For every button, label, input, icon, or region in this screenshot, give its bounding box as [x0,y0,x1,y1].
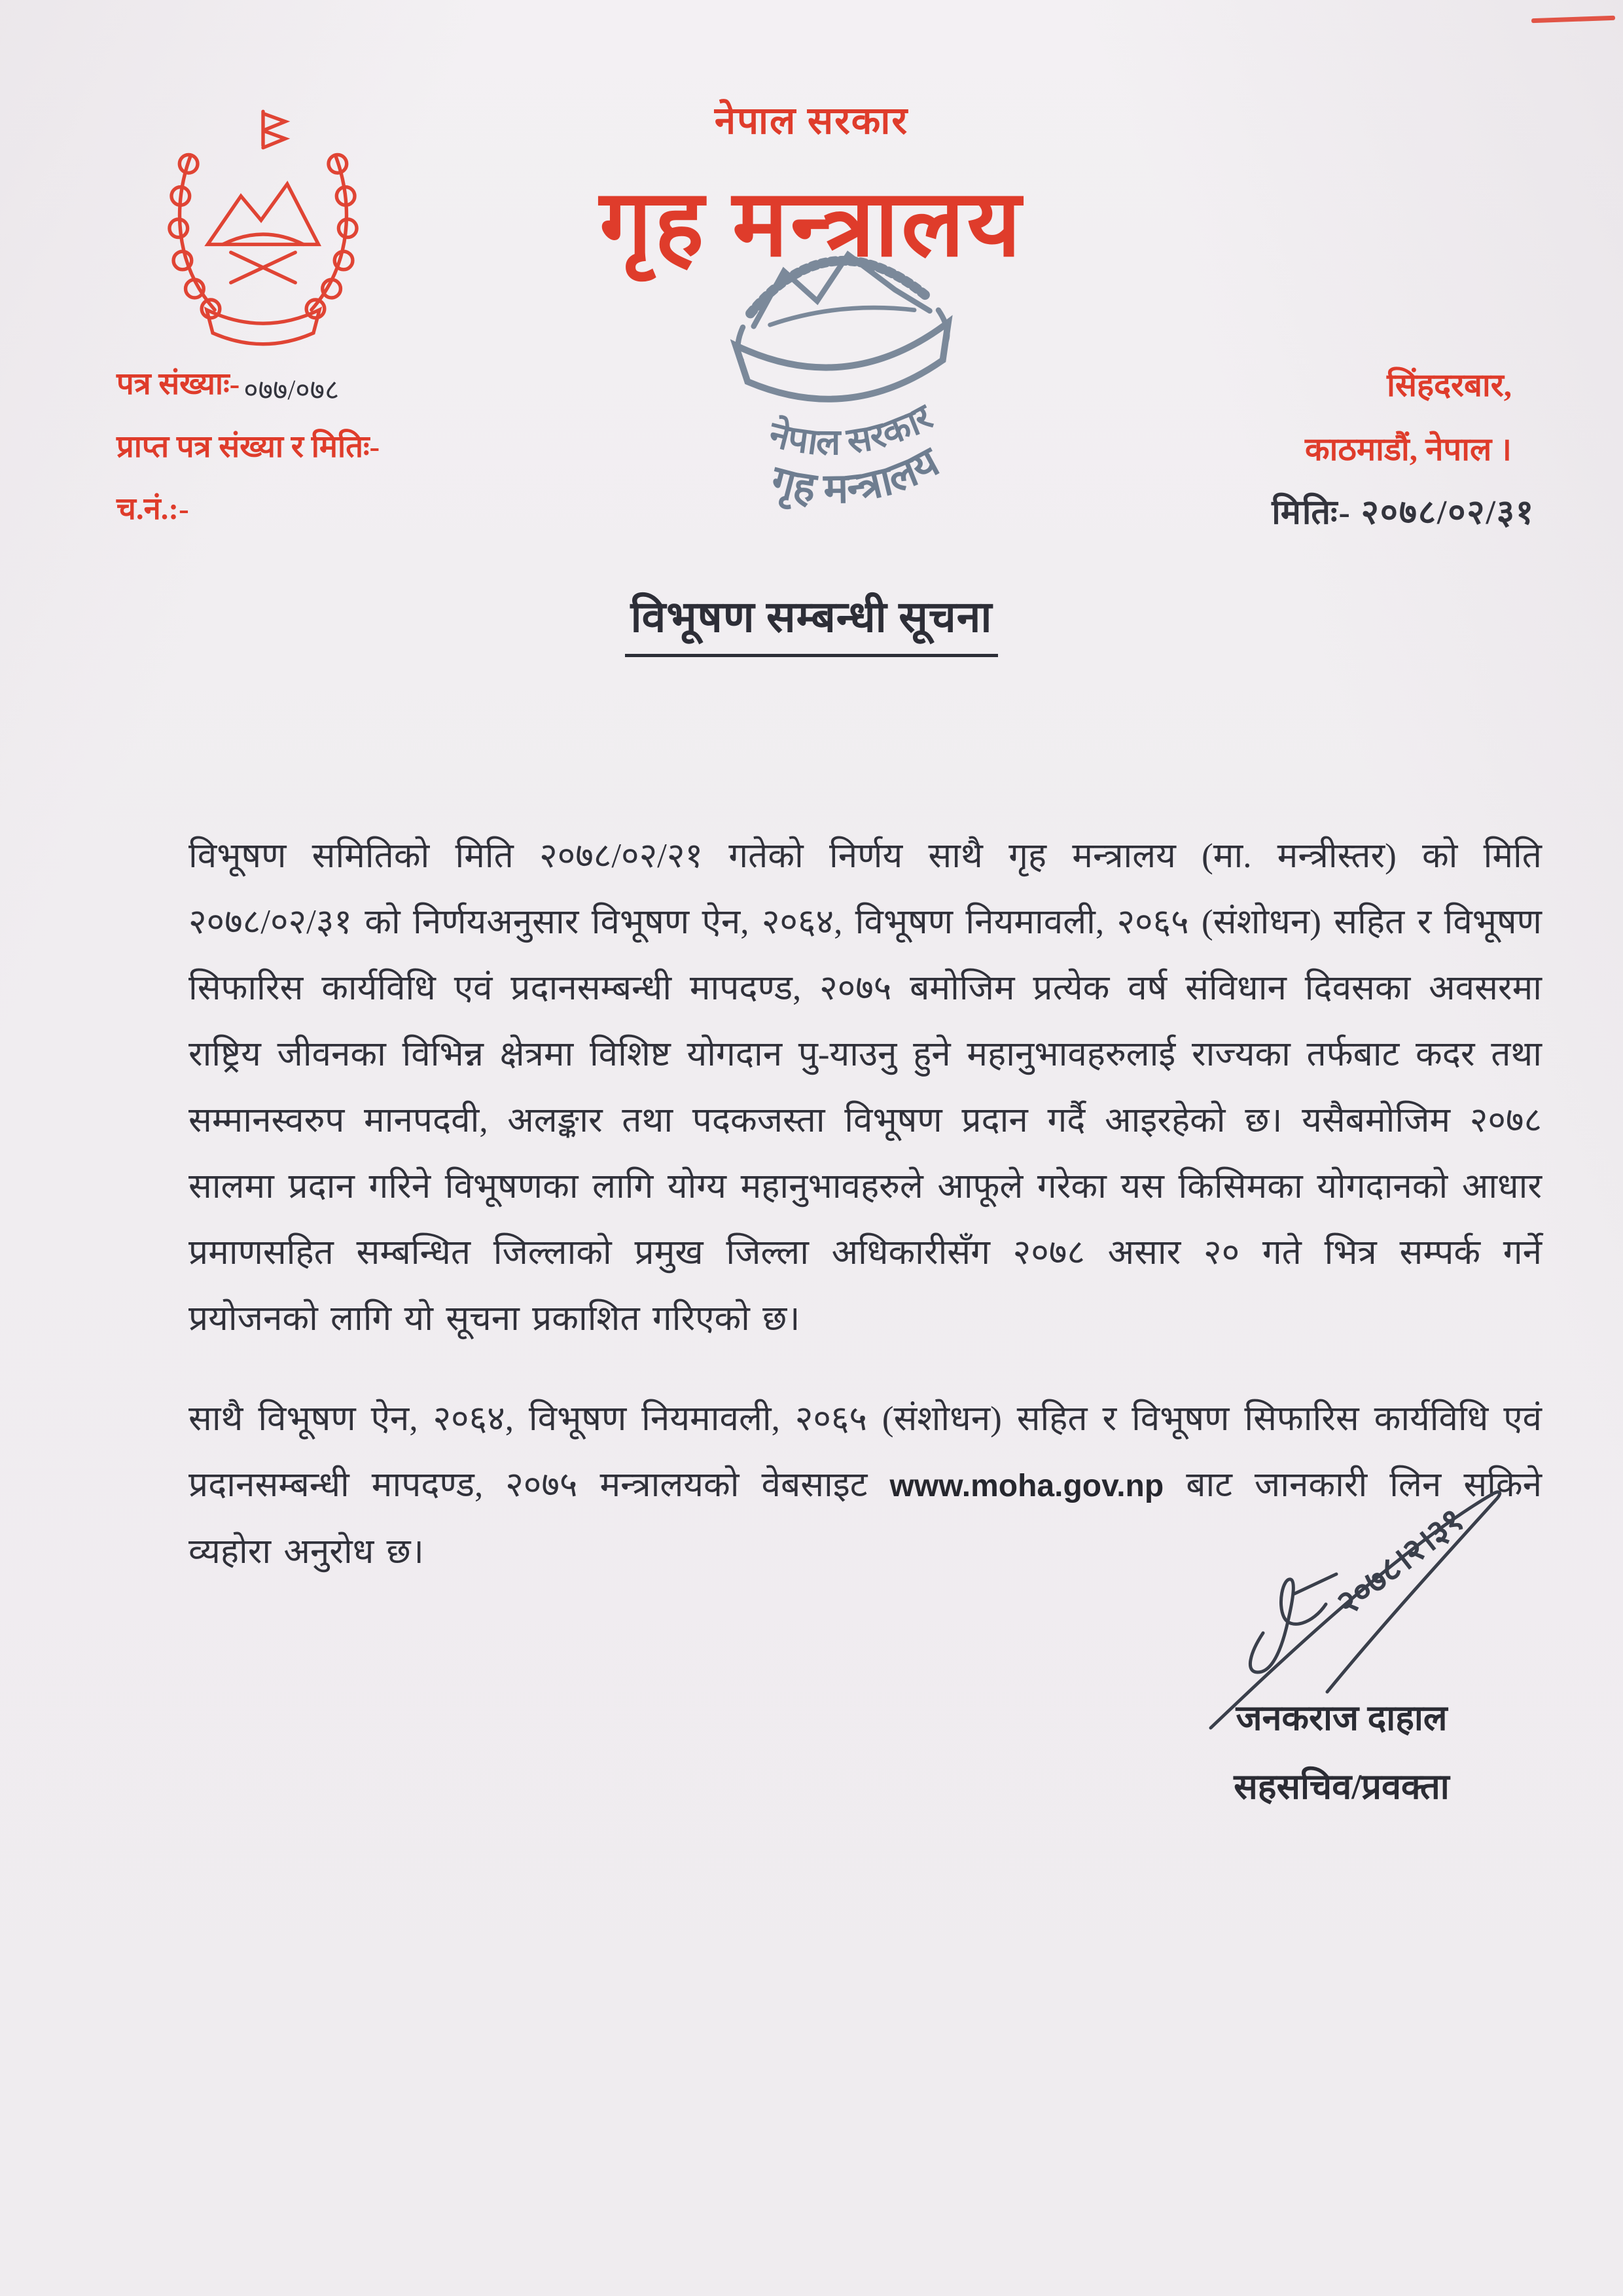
scan-corner-mark [1531,16,1615,23]
stamp-text-ministry: गृह मन्त्रालय [766,439,946,512]
meta-right-block [1305,353,1512,482]
paragraph2-text-post: बाट जानकारी लिन सकिने व्यहोरा अनुरोध छ। [188,1466,1542,1571]
signatory-position: सहसचिव/प्रवक्ता [1234,1767,1450,1806]
received-letter-label: प्राप्त पत्र संख्या र मितिः- [116,430,380,464]
title-row [0,586,1623,657]
signatory-name: जनकराज दाहाल [1236,1698,1448,1738]
letter-number-value: ०७७/०७८ [243,375,340,406]
page-title: विभूषण सम्बन्धी सूचना [625,586,997,657]
government-name: नेपाल सरकार [714,99,909,142]
letter-date: मितिः- २०७८/०२/३१ [1272,494,1535,531]
signature-date: २०७८।२।३१ [1330,1501,1471,1623]
letter-number-row [116,353,380,416]
ministry-website-url: www.moha.gov.np [889,1469,1164,1503]
stamp-text-government: नेपाल सरकार [765,396,939,463]
letter-number-label: पत्र संख्याः- [116,367,240,401]
address-line-1: सिंहदरबार, [1387,367,1512,403]
office-stamp [654,196,1034,524]
ministry-name: गृह मन्त्रालय [599,172,1024,276]
body-paragraph-1: विभूषण समितिको मिति २०७८/०२/२१ गतेको निर्णय साथै गृह मन्त्रालय (मा. मन्त्रीस्तर) को मिति २०७८/०२/३१ को निर्णयअनुसार विभूषण ऐन, २०६४, विभूषण नियमावली, २०६५ (संशोधन) सहित र विभूषण सिफारिस कार्यविधि एवं प्रदानसम्बन्धी मापदण्ड, २०७५ बमोजिम प्रत्येक वर्ष संविधान दिवसका अवसरमा राष्ट्रिय जीवनका विभिन्न क्षेत्रमा विशिष्ट योगदान पु-याउनु हुने महानुभावहरुलाई राज्यका तर्फबाट कदर तथा सम्मानस्वरुप मानपदवी, अलङ्कार तथा पदकजस्ता विभूषण प्रदान गर्दै आइरहेको छ। यसैबमोजिम २०७८ सालमा प्रदान गरिने विभूषणका लागि योग्य महानुभावहरुले आफूले गरेका यस किसिमका योगदानको आधार प्रमाणसहित सम्बन्धित जिल्लाको प्रमुख जिल्ला अधिकारीसँग २०७८ असार २० गते भित्र सम्पर्क गर्ने प्रयोजनको लागि यो सूचना प्रकाशित गरिएको छ। [188,837,1542,1338]
ref-number-label: च.नं.:- [116,492,189,526]
paragraph2-text-pre: साथै विभूषण ऐन, २०६४, विभूषण नियमावली, २०६५ (संशोधन) सहित र विभूषण सिफारिस कार्यविधि एवं प्रदानसम्बन्धी मापदण्ड, २०७५ मन्त्रालयको वेबसाइट [188,1400,1542,1504]
meta-left-block [116,353,380,541]
address-line-2: काठमाडौं, नेपाल । [1305,431,1512,467]
